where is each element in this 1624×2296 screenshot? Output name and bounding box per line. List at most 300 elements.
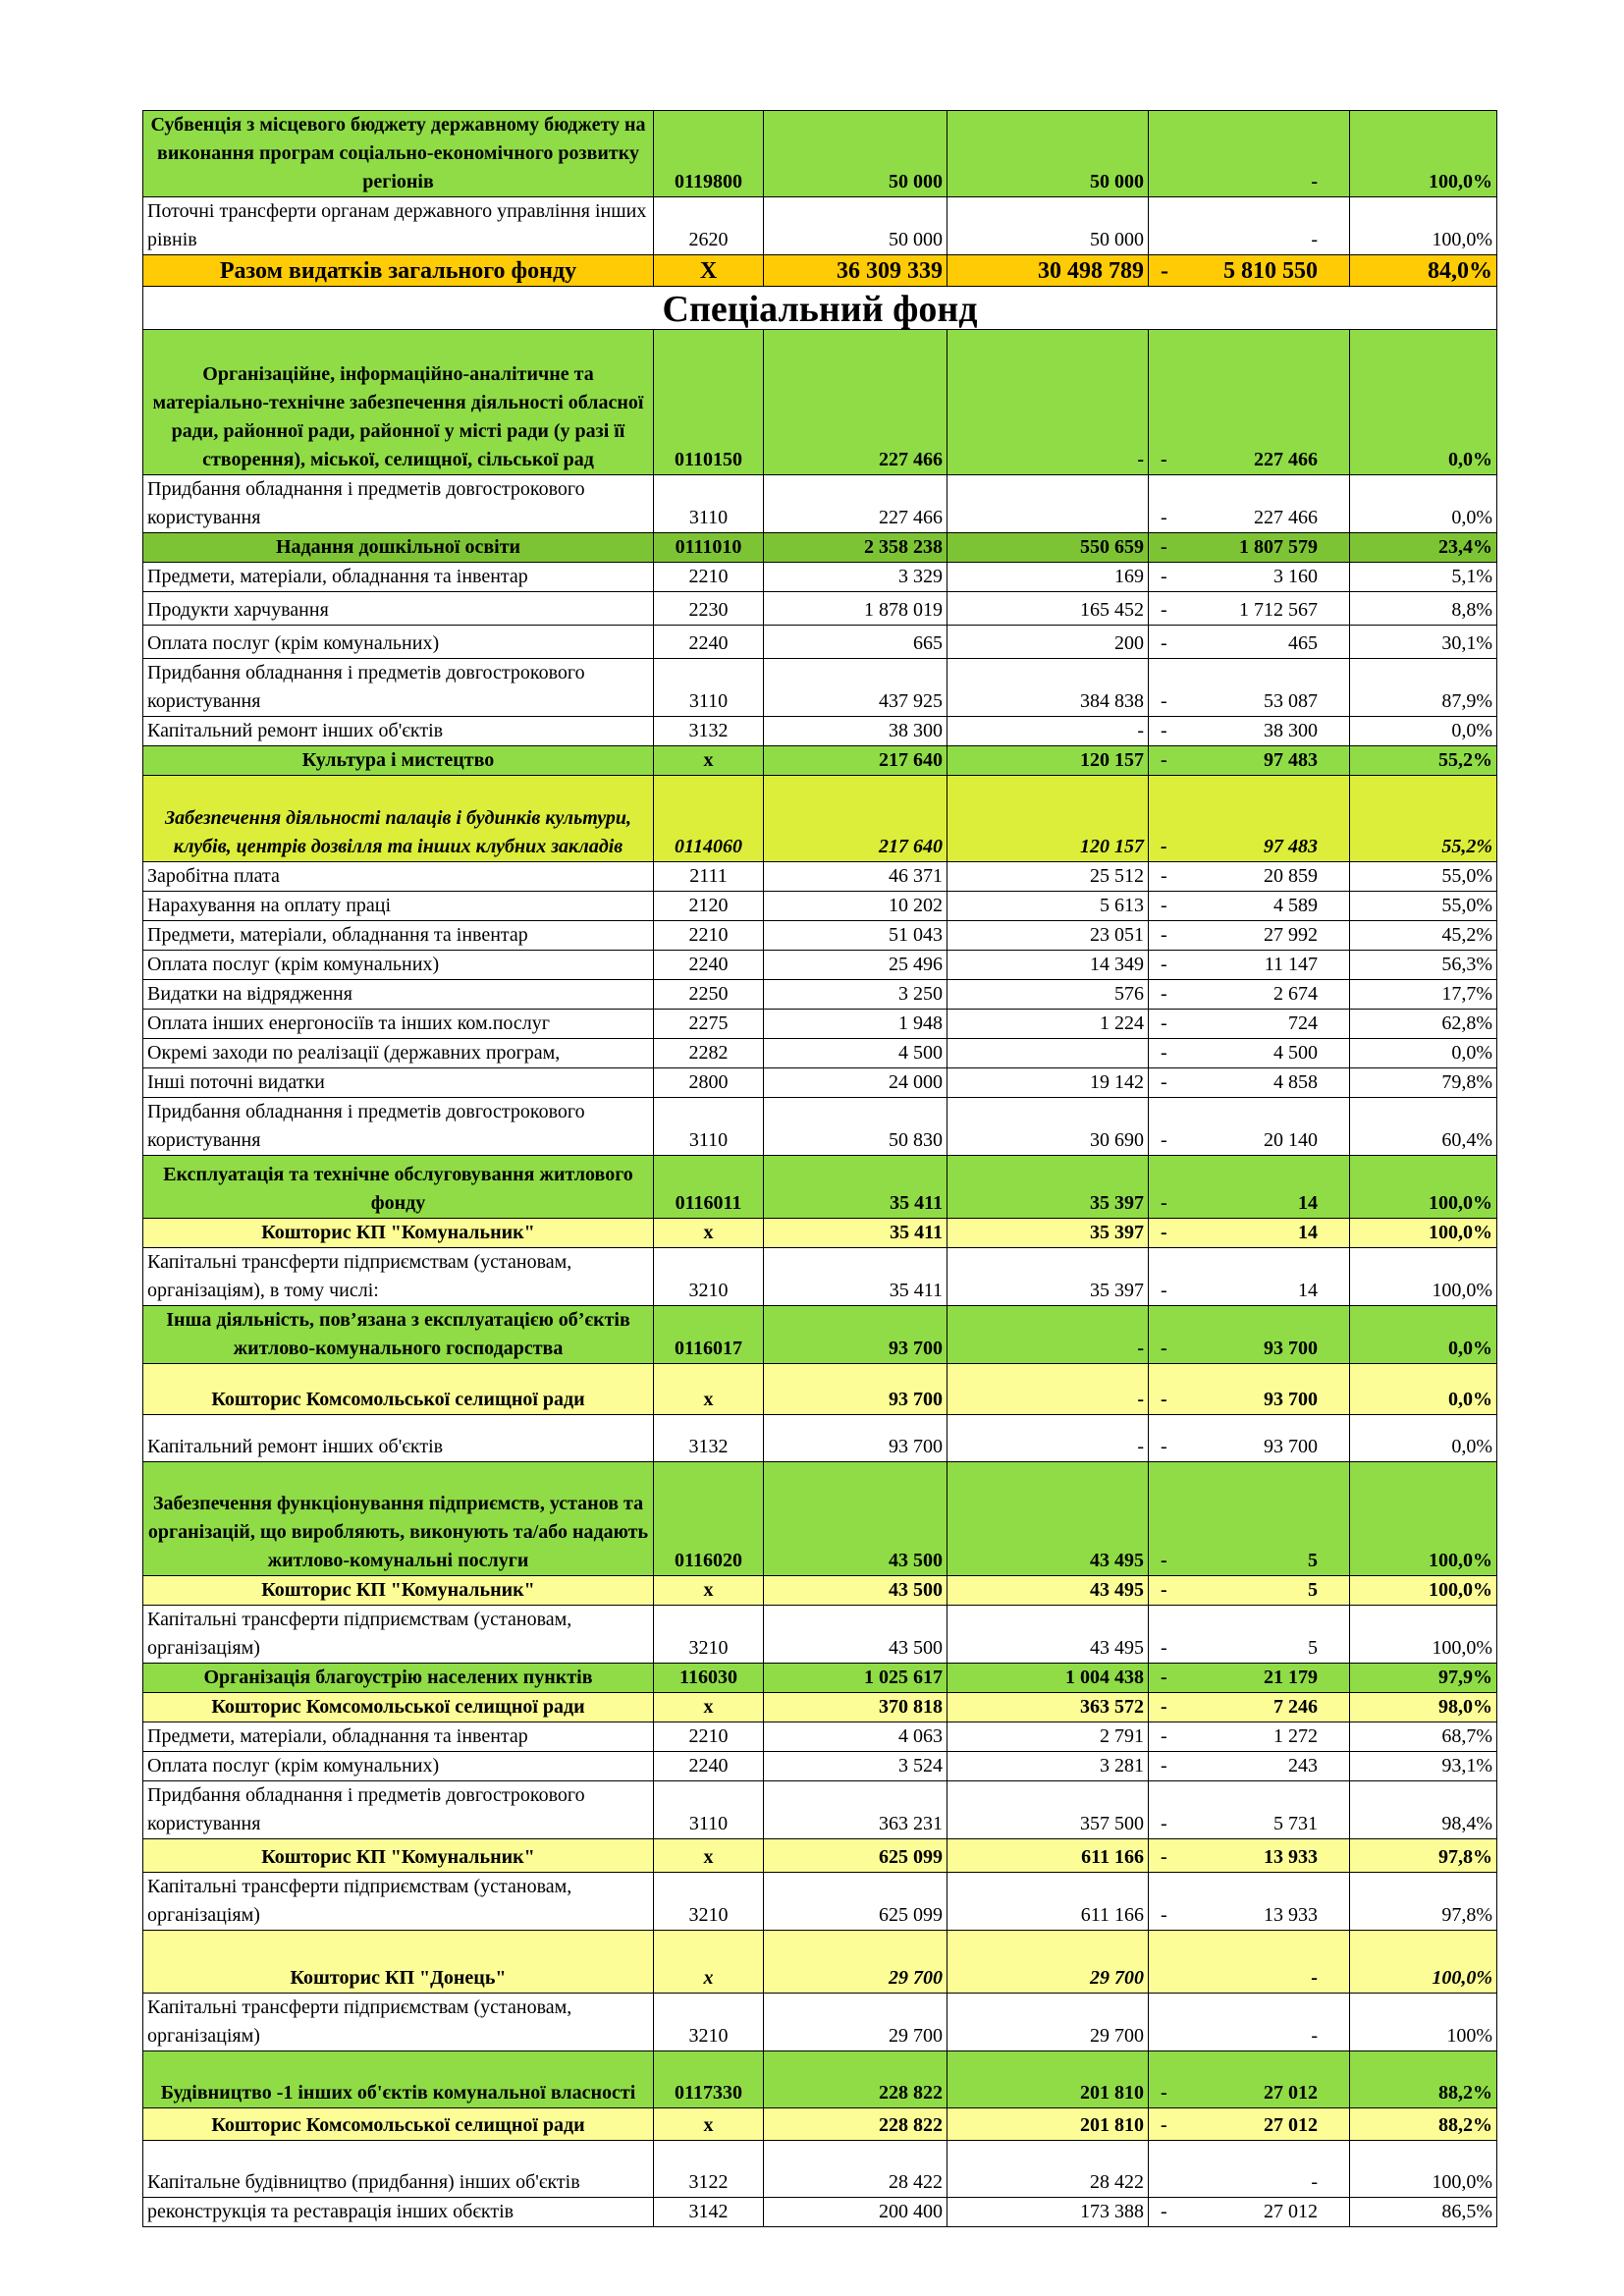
deviation-amount: 5 — [1308, 1637, 1318, 1659]
expense-name: Інші поточні видатки — [143, 1068, 654, 1098]
expense-item-row — [143, 951, 1497, 980]
deviation-amount: 93 700 — [1264, 1338, 1318, 1359]
deviation-cell — [1149, 1248, 1350, 1306]
deviation-amount: 1 807 579 — [1239, 536, 1318, 558]
deviation-cell — [1149, 921, 1350, 951]
deviation-amount: - — [1311, 229, 1318, 250]
execution-percent: 97,9% — [1350, 1664, 1497, 1693]
deviation-cell — [1149, 1606, 1350, 1664]
expense-item-row — [143, 1606, 1497, 1664]
expense-item-row — [143, 626, 1497, 659]
expense-name: Оплата інших енергоносіїв та інших ком.послуг — [143, 1010, 654, 1039]
expense-code: 2282 — [654, 1039, 764, 1068]
expense-name: Культура і мистецтво — [143, 746, 654, 776]
deviation-wrap — [1153, 833, 1345, 861]
actual-amount: 1 224 — [947, 1010, 1149, 1039]
execution-percent: 55,2% — [1350, 776, 1497, 862]
actual-amount: 30 498 789 — [947, 255, 1149, 287]
expense-name: Оплата послуг (крім комунальних) — [143, 626, 654, 659]
expense-name: Нарахування на оплату праці — [143, 892, 654, 921]
expense-code: 0111010 — [654, 533, 764, 563]
expense-item-row — [143, 980, 1497, 1010]
deviation-sign: - — [1161, 836, 1167, 857]
expense-item-row — [143, 921, 1497, 951]
deviation-wrap — [1153, 168, 1345, 196]
expense-code: 2275 — [654, 1010, 764, 1039]
execution-percent: 97,8% — [1350, 1839, 1497, 1873]
program-row — [143, 1156, 1497, 1219]
execution-percent: 55,2% — [1350, 746, 1497, 776]
deviation-amount: 20 140 — [1264, 1129, 1318, 1151]
expense-name: Капітальне будівництво (придбання) інших об'єктів — [143, 2141, 654, 2198]
deviation-cell — [1149, 197, 1350, 255]
planned-amount: 3 329 — [764, 563, 947, 592]
deviation-wrap — [1153, 1189, 1345, 1218]
actual-amount: 29 700 — [947, 1994, 1149, 2051]
deviation-amount: 14 — [1298, 1222, 1318, 1243]
expense-code: 2240 — [654, 1752, 764, 1781]
execution-percent: 84,0% — [1350, 255, 1497, 287]
deviation-wrap — [1153, 1277, 1345, 1305]
actual-amount: 43 495 — [947, 1606, 1149, 1664]
expense-name: Кошторис Комсомольської селищної ради — [143, 1364, 654, 1415]
deviation-wrap — [1153, 446, 1345, 474]
expense-name: Організація благоустрію населених пунктів — [143, 1664, 654, 1693]
deviation-cell — [1149, 1364, 1350, 1415]
program-row — [143, 1462, 1497, 1576]
actual-amount: 120 157 — [947, 746, 1149, 776]
deviation-sign: - — [1161, 1904, 1167, 1926]
planned-amount: 35 411 — [764, 1219, 947, 1248]
expense-code: 0116011 — [654, 1156, 764, 1219]
deviation-wrap — [1153, 1664, 1345, 1692]
expense-item-row — [143, 717, 1497, 746]
expense-name: Капітальний ремонт інших об'єктів — [143, 1415, 654, 1462]
execution-percent: 98,0% — [1350, 1693, 1497, 1722]
deviation-amount: 93 700 — [1264, 1389, 1318, 1410]
deviation-cell — [1149, 1839, 1350, 1873]
deviation-wrap — [1153, 1547, 1345, 1575]
deviation-sign: - — [1161, 1637, 1167, 1659]
expense-name: Кошторис Комсомольської селищної ради — [143, 1693, 654, 1722]
actual-amount: 25 512 — [947, 862, 1149, 892]
deviation-sign: - — [1161, 1579, 1167, 1601]
execution-percent: 100,0% — [1350, 111, 1497, 197]
deviation-wrap — [1153, 2079, 1345, 2107]
expense-name: реконструкція та реставрація інших обєктів — [143, 2198, 654, 2227]
deviation-wrap — [1153, 226, 1345, 254]
deviation-wrap — [1153, 1752, 1345, 1780]
planned-amount: 36 309 339 — [764, 255, 947, 287]
actual-amount: 43 495 — [947, 1576, 1149, 1606]
deviation-sign: - — [1161, 1071, 1167, 1093]
expense-code: 2240 — [654, 951, 764, 980]
deviation-amount: 27 012 — [1264, 2082, 1318, 2104]
deviation-cell — [1149, 1462, 1350, 1576]
deviation-amount: 7 246 — [1273, 1696, 1318, 1718]
deviation-amount: 4 589 — [1273, 895, 1318, 916]
deviation-amount: 21 179 — [1264, 1667, 1318, 1688]
actual-amount: - — [947, 1306, 1149, 1364]
expense-name: Забезпечення діяльності палаців і будинків культури, клубів, центрів дозвілля та інших клубних закладів — [143, 776, 654, 862]
expense-code: 0119800 — [654, 111, 764, 197]
expense-code: 0110150 — [654, 330, 764, 475]
program-row — [143, 1931, 1497, 1994]
deviation-wrap — [1153, 1386, 1345, 1414]
deviation-amount: 724 — [1288, 1012, 1318, 1034]
actual-amount: 43 495 — [947, 1462, 1149, 1576]
deviation-wrap — [1153, 257, 1345, 286]
actual-amount: 50 000 — [947, 111, 1149, 197]
deviation-cell — [1149, 1068, 1350, 1098]
planned-amount: 625 099 — [764, 1873, 947, 1931]
deviation-wrap — [1153, 921, 1345, 950]
deviation-wrap — [1153, 951, 1345, 979]
planned-amount: 35 411 — [764, 1156, 947, 1219]
deviation-wrap — [1153, 892, 1345, 920]
deviation-wrap — [1153, 1433, 1345, 1461]
deviation-sign: - — [1161, 566, 1167, 587]
planned-amount: 3 250 — [764, 980, 947, 1010]
actual-amount: 2 791 — [947, 1722, 1149, 1752]
execution-percent: 0,0% — [1350, 1306, 1497, 1364]
planned-amount: 625 099 — [764, 1839, 947, 1873]
planned-amount: 227 466 — [764, 475, 947, 533]
expense-item-row — [143, 659, 1497, 717]
planned-amount: 46 371 — [764, 862, 947, 892]
deviation-sign: - — [1161, 1667, 1167, 1688]
deviation-sign: - — [1161, 2201, 1167, 2222]
expense-name: Субвенція з місцевого бюджету державному бюджету на виконання програм соціально-економічного розвитку регіонів — [143, 111, 654, 197]
deviation-cell — [1149, 1664, 1350, 1693]
execution-percent: 23,4% — [1350, 533, 1497, 563]
deviation-wrap — [1153, 980, 1345, 1009]
actual-amount: - — [947, 330, 1149, 475]
deviation-cell — [1149, 746, 1350, 776]
deviation-amount: 243 — [1288, 1755, 1318, 1777]
execution-percent: 100,0% — [1350, 1156, 1497, 1219]
deviation-wrap — [1153, 1068, 1345, 1097]
expense-item-row — [143, 592, 1497, 626]
expense-code: 3110 — [654, 659, 764, 717]
deviation-amount: 97 483 — [1264, 749, 1318, 771]
expense-code: 0117330 — [654, 2051, 764, 2108]
expense-code: 3210 — [654, 1994, 764, 2051]
planned-amount: 217 640 — [764, 776, 947, 862]
planned-amount: 200 400 — [764, 2198, 947, 2227]
deviation-sign: - — [1161, 1436, 1167, 1457]
expense-name: Кошторис КП "Комунальник" — [143, 1219, 654, 1248]
actual-amount: 50 000 — [947, 197, 1149, 255]
planned-amount: 2 358 238 — [764, 533, 947, 563]
deviation-wrap — [1153, 717, 1345, 745]
expense-name: Разом видатків загального фонду — [143, 255, 654, 287]
deviation-sign: - — [1161, 1129, 1167, 1151]
expense-name: Заробітна плата — [143, 862, 654, 892]
planned-amount: 217 640 — [764, 746, 947, 776]
planned-amount: 29 700 — [764, 1931, 947, 1994]
expense-name: Продукти харчування — [143, 592, 654, 626]
expense-code: 2210 — [654, 1722, 764, 1752]
expense-code: 3132 — [654, 717, 764, 746]
expense-name: Капітальні трансферти підприємствам (установам, організаціям), в тому числі: — [143, 1248, 654, 1306]
actual-amount: 611 166 — [947, 1873, 1149, 1931]
actual-amount: - — [947, 717, 1149, 746]
deviation-sign: - — [1161, 599, 1167, 621]
expense-code: 2210 — [654, 563, 764, 592]
deviation-wrap — [1153, 1693, 1345, 1722]
execution-percent: 100,0% — [1350, 197, 1497, 255]
deviation-cell — [1149, 592, 1350, 626]
planned-amount: 1 948 — [764, 1010, 947, 1039]
deviation-amount: 38 300 — [1264, 720, 1318, 741]
actual-amount: - — [947, 1364, 1149, 1415]
deviation-sign: - — [1161, 1389, 1167, 1410]
deviation-wrap — [1153, 1010, 1345, 1038]
execution-percent: 93,1% — [1350, 1752, 1497, 1781]
deviation-amount: 3 160 — [1273, 566, 1318, 587]
program-row — [143, 776, 1497, 862]
deviation-wrap — [1153, 1576, 1345, 1605]
deviation-cell — [1149, 717, 1350, 746]
execution-percent: 100,0% — [1350, 1219, 1497, 1248]
actual-amount: 611 166 — [947, 1839, 1149, 1873]
expense-item-row — [143, 2141, 1497, 2198]
expense-code: 3142 — [654, 2198, 764, 2227]
expense-item-row — [143, 1068, 1497, 1098]
expense-name: Кошторис Комсомольської селищної ради — [143, 2108, 654, 2141]
deviation-sign: - — [1161, 1550, 1167, 1571]
program-row — [143, 1839, 1497, 1873]
deviation-amount: 227 466 — [1254, 507, 1318, 528]
expense-item-row — [143, 1873, 1497, 1931]
expense-name: Кошторис КП "Комунальник" — [143, 1839, 654, 1873]
expense-item-row — [143, 563, 1497, 592]
program-row — [143, 2108, 1497, 2141]
execution-percent: 87,9% — [1350, 659, 1497, 717]
deviation-cell — [1149, 892, 1350, 921]
expense-code: 3132 — [654, 1415, 764, 1462]
deviation-sign: - — [1161, 865, 1167, 887]
actual-amount — [947, 475, 1149, 533]
deviation-wrap — [1153, 687, 1345, 716]
deviation-amount: 4 500 — [1273, 1042, 1318, 1064]
deviation-sign: - — [1161, 954, 1167, 975]
deviation-wrap — [1153, 1335, 1345, 1363]
expense-item-row — [143, 1010, 1497, 1039]
deviation-amount: 27 992 — [1264, 924, 1318, 946]
actual-amount: 120 157 — [947, 776, 1149, 862]
deviation-cell — [1149, 2198, 1350, 2227]
program-row — [143, 1364, 1497, 1415]
expense-code: 3210 — [654, 1248, 764, 1306]
deviation-sign: - — [1161, 983, 1167, 1005]
deviation-cell — [1149, 951, 1350, 980]
deviation-amount: 5 — [1308, 1550, 1318, 1571]
deviation-cell — [1149, 475, 1350, 533]
actual-amount: 29 700 — [947, 1931, 1149, 1994]
deviation-sign: - — [1161, 1846, 1167, 1868]
deviation-wrap — [1153, 533, 1345, 562]
execution-percent: 100% — [1350, 1994, 1497, 2051]
expense-code: 3122 — [654, 2141, 764, 2198]
planned-amount: 43 500 — [764, 1606, 947, 1664]
actual-amount: 363 572 — [947, 1693, 1149, 1722]
expense-code: 116030 — [654, 1664, 764, 1693]
actual-amount: 576 — [947, 980, 1149, 1010]
total-row — [143, 255, 1497, 287]
execution-percent: 60,4% — [1350, 1098, 1497, 1156]
deviation-sign: - — [1161, 1696, 1167, 1718]
planned-amount: 50 000 — [764, 197, 947, 255]
deviation-sign: - — [1161, 632, 1167, 654]
deviation-cell — [1149, 1415, 1350, 1462]
execution-percent: 88,2% — [1350, 2108, 1497, 2141]
execution-percent: 0,0% — [1350, 330, 1497, 475]
actual-amount: 35 397 — [947, 1156, 1149, 1219]
deviation-cell — [1149, 1873, 1350, 1931]
planned-amount: 24 000 — [764, 1068, 947, 1098]
deviation-cell — [1149, 1722, 1350, 1752]
execution-percent: 97,8% — [1350, 1873, 1497, 1931]
program-row — [143, 746, 1497, 776]
expense-name: Придбання обладнання і предметів довгострокового користування — [143, 1098, 654, 1156]
expense-name: Оплата послуг (крім комунальних) — [143, 1752, 654, 1781]
deviation-wrap — [1153, 504, 1345, 532]
deviation-sign: - — [1161, 536, 1167, 558]
actual-amount: 35 397 — [947, 1219, 1149, 1248]
deviation-sign: - — [1161, 749, 1167, 771]
execution-percent: 100,0% — [1350, 1931, 1497, 1994]
expense-item-row — [143, 862, 1497, 892]
expense-code: х — [654, 746, 764, 776]
expense-name: Предмети, матеріали, обладнання та інвентар — [143, 563, 654, 592]
program-row — [143, 111, 1497, 197]
deviation-wrap — [1153, 2022, 1345, 2050]
expense-item-row — [143, 1039, 1497, 1068]
expense-name: Капітальні трансферти підприємствам (установам, організаціям) — [143, 1873, 654, 1931]
planned-amount: 29 700 — [764, 1994, 947, 2051]
actual-amount: 165 452 — [947, 592, 1149, 626]
program-row — [143, 1693, 1497, 1722]
budget-expenditure-table — [142, 110, 1497, 2227]
section-header-row — [143, 287, 1497, 330]
expense-code: 2230 — [654, 592, 764, 626]
deviation-amount: - — [1311, 171, 1318, 192]
execution-percent: 55,0% — [1350, 892, 1497, 921]
expense-name: Придбання обладнання і предметів довгострокового користування — [143, 1781, 654, 1839]
expense-code: 3110 — [654, 1781, 764, 1839]
expense-code: 0116020 — [654, 1462, 764, 1576]
expense-name: Оплата послуг (крім комунальних) — [143, 951, 654, 980]
execution-percent: 79,8% — [1350, 1068, 1497, 1098]
planned-amount: 4 500 — [764, 1039, 947, 1068]
expense-name: Видатки на відрядження — [143, 980, 654, 1010]
planned-amount: 437 925 — [764, 659, 947, 717]
expense-code: 2111 — [654, 862, 764, 892]
planned-amount: 363 231 — [764, 1781, 947, 1839]
deviation-amount: 5 810 550 — [1223, 258, 1318, 284]
deviation-cell — [1149, 1752, 1350, 1781]
expense-name: Придбання обладнання і предметів довгострокового користування — [143, 659, 654, 717]
deviation-wrap — [1153, 1126, 1345, 1155]
execution-percent: 55,0% — [1350, 862, 1497, 892]
deviation-cell — [1149, 111, 1350, 197]
deviation-amount: 4 858 — [1273, 1071, 1318, 1093]
execution-percent: 100,0% — [1350, 1462, 1497, 1576]
program-row — [143, 2051, 1497, 2108]
deviation-cell — [1149, 533, 1350, 563]
deviation-amount: 14 — [1298, 1192, 1318, 1214]
expense-name: Предмети, матеріали, обладнання та інвентар — [143, 1722, 654, 1752]
expense-code: х — [654, 1576, 764, 1606]
deviation-sign: - — [1161, 1338, 1167, 1359]
actual-amount — [947, 1039, 1149, 1068]
planned-amount: 38 300 — [764, 717, 947, 746]
execution-percent: 100,0% — [1350, 2141, 1497, 2198]
execution-percent: 62,8% — [1350, 1010, 1497, 1039]
planned-amount: 3 524 — [764, 1752, 947, 1781]
actual-amount: 550 659 — [947, 533, 1149, 563]
deviation-wrap — [1153, 2198, 1345, 2226]
program-row — [143, 330, 1497, 475]
execution-percent: 0,0% — [1350, 475, 1497, 533]
section-title: Спеціальний фонд — [143, 287, 1497, 330]
actual-amount: 200 — [947, 626, 1149, 659]
expense-code: 2120 — [654, 892, 764, 921]
deviation-cell — [1149, 1576, 1350, 1606]
deviation-sign: - — [1161, 2114, 1167, 2136]
deviation-sign: - — [1161, 1042, 1167, 1064]
deviation-amount: 465 — [1288, 632, 1318, 654]
deviation-amount: 5 — [1308, 1579, 1318, 1601]
deviation-amount: 11 147 — [1264, 954, 1318, 975]
expense-item-row — [143, 1098, 1497, 1156]
deviation-sign: - — [1161, 1725, 1167, 1747]
planned-amount: 4 063 — [764, 1722, 947, 1752]
deviation-amount: 27 012 — [1264, 2201, 1318, 2222]
deviation-amount: 1 712 567 — [1239, 599, 1318, 621]
planned-amount: 1 025 617 — [764, 1664, 947, 1693]
program-row — [143, 1219, 1497, 1248]
execution-percent: 0,0% — [1350, 1415, 1497, 1462]
execution-percent: 0,0% — [1350, 717, 1497, 746]
expense-code: 2250 — [654, 980, 764, 1010]
deviation-cell — [1149, 1156, 1350, 1219]
deviation-sign: - — [1161, 1813, 1167, 1834]
deviation-cell — [1149, 1931, 1350, 1994]
deviation-wrap — [1153, 1039, 1345, 1067]
planned-amount: 1 878 019 — [764, 592, 947, 626]
deviation-cell — [1149, 626, 1350, 659]
deviation-amount: 20 859 — [1264, 865, 1318, 887]
deviation-sign: - — [1161, 1012, 1167, 1034]
expense-code: х — [654, 1931, 764, 1994]
expense-item-row — [143, 1415, 1497, 1462]
execution-percent: 8,8% — [1350, 592, 1497, 626]
expense-name: Кошторис КП "Комунальник" — [143, 1576, 654, 1606]
planned-amount: 370 818 — [764, 1693, 947, 1722]
deviation-sign: - — [1161, 1280, 1167, 1301]
deviation-cell — [1149, 563, 1350, 592]
deviation-cell — [1149, 330, 1350, 475]
deviation-cell — [1149, 659, 1350, 717]
deviation-amount: 1 272 — [1273, 1725, 1318, 1747]
program-row — [143, 1576, 1497, 1606]
deviation-cell — [1149, 255, 1350, 287]
execution-percent: 100,0% — [1350, 1576, 1497, 1606]
execution-percent: 56,3% — [1350, 951, 1497, 980]
